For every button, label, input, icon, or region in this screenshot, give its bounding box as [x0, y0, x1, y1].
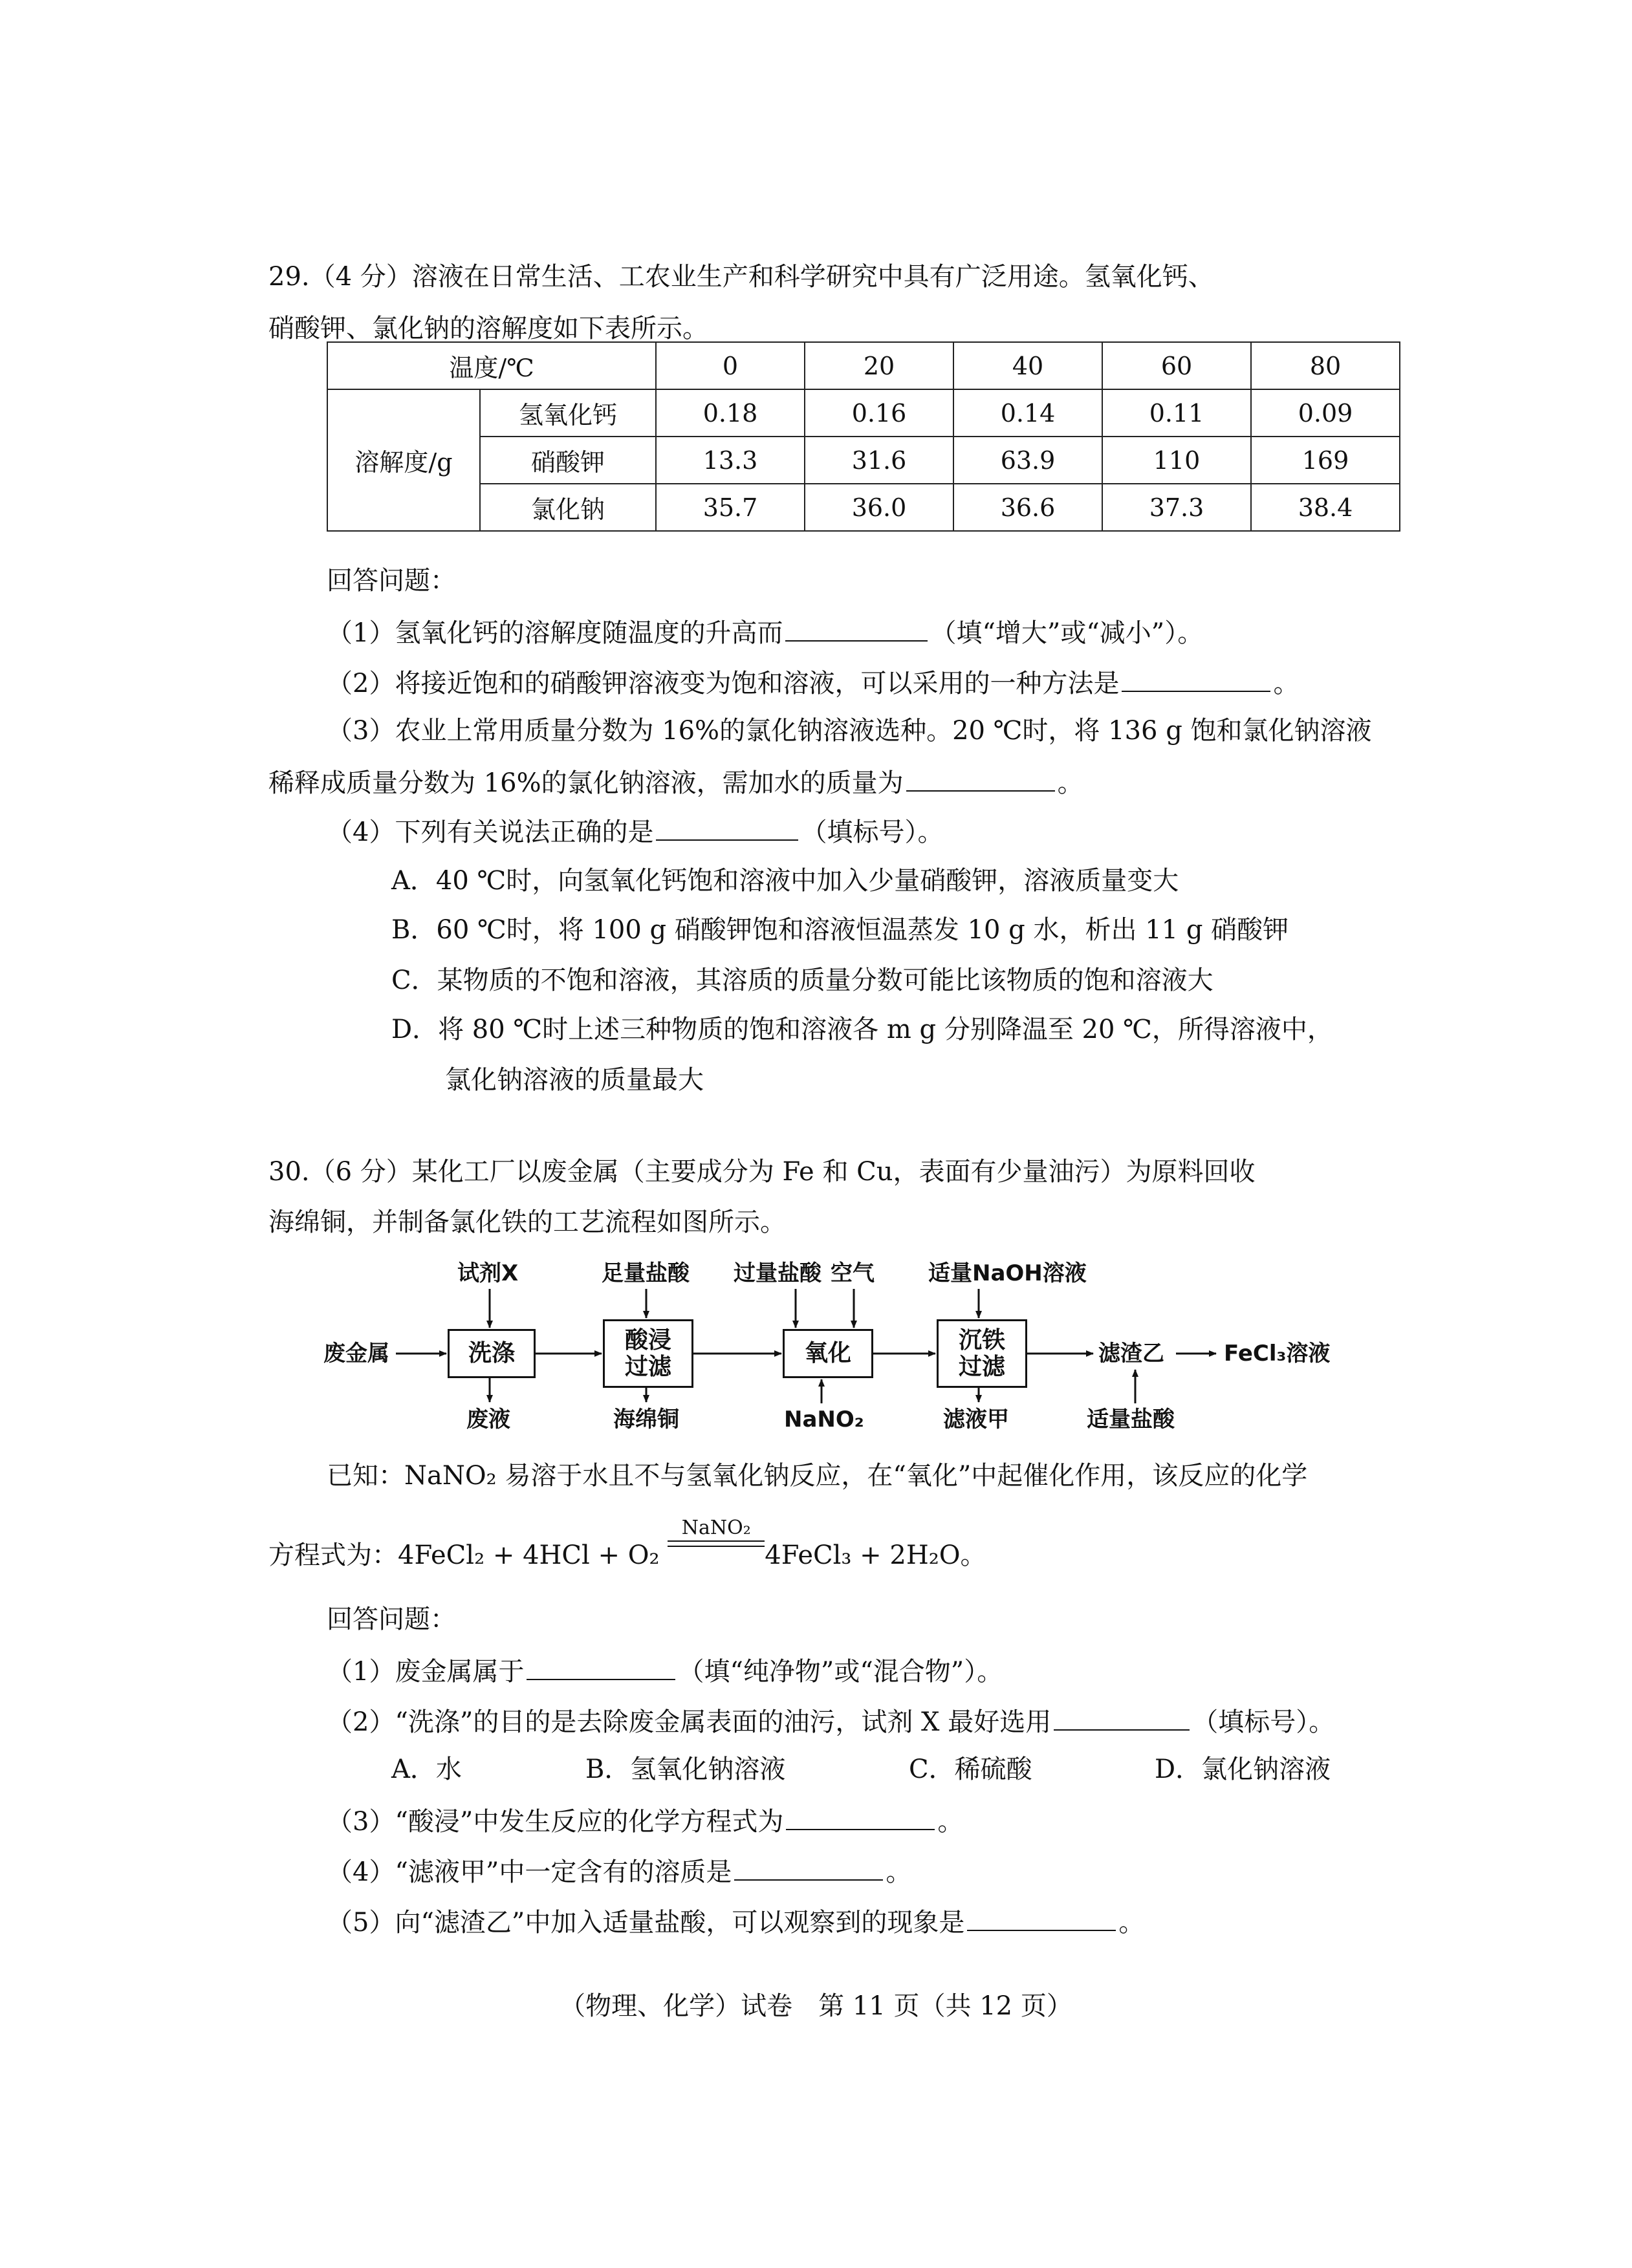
q30-option-a: A．水: [391, 1755, 462, 1784]
answer-blank[interactable]: [527, 1657, 675, 1680]
table-row-name: 氢氧化钙: [480, 389, 656, 437]
table-temp-cell: 20: [805, 342, 953, 389]
q30-option-c: C．稀硫酸: [909, 1755, 1032, 1784]
q30-q4: [327, 1857, 911, 1885]
q30-q3-text-b: 。: [937, 1807, 964, 1837]
flow-step-label: 过滤: [624, 1354, 671, 1380]
q30-q4-text-b: 。: [886, 1857, 912, 1887]
flow-input-reagent-x: 试剂X: [457, 1260, 519, 1286]
q30-q1-text-a: （1）废金属属于: [327, 1657, 525, 1687]
q29-option-c: C．某物质的不饱和溶液，其溶质的质量分数可能比该物质的饱和溶液大: [391, 966, 1213, 995]
page-footer: （物理、化学）试卷 第 11 页（共 12 页）: [560, 1991, 1072, 2021]
table-cell: 36.6: [953, 484, 1102, 531]
flow-step-wash: [448, 1329, 536, 1378]
table-cell: 0.14: [953, 389, 1102, 437]
q29-intro-line2: 硝酸钾、氯化钠的溶解度如下表所示。: [268, 314, 708, 343]
q29-q2-text-a: （2）将接近饱和的硝酸钾溶液变为饱和溶液，可以采用的一种方法是: [327, 669, 1120, 698]
table-temp-cell: 60: [1102, 342, 1251, 389]
flow-input-hcl: 足量盐酸: [602, 1260, 690, 1286]
table-temp-cell: 0: [656, 342, 805, 389]
table-temp-cell: 40: [953, 342, 1102, 389]
flow-input-hcl-2: 适量盐酸: [1087, 1407, 1175, 1432]
table-row-group-label: 溶解度/g: [327, 389, 480, 531]
flow-output-waste: 废液: [466, 1407, 510, 1432]
q30-option-d: D．氯化钠溶液: [1155, 1755, 1331, 1784]
q30-q1: [327, 1657, 1003, 1685]
table-header-label: 温度/℃: [327, 342, 656, 389]
table-cell: 36.0: [805, 484, 953, 531]
flow-step-oxidation: [783, 1329, 873, 1378]
flow-product-residue: 滤渣乙: [1098, 1341, 1164, 1366]
q29-q1-text-b: （填“增大”或“减小”）。: [930, 618, 1204, 648]
flow-step-label: 沉铁: [958, 1326, 1005, 1354]
table-cell: 63.9: [953, 437, 1102, 484]
q30-q2-text-b: （填标号）。: [1192, 1707, 1335, 1737]
flow-step-label: 酸浸: [624, 1326, 671, 1354]
table-cell: 110: [1102, 437, 1251, 484]
q30-answer-prompt: 回答问题：: [327, 1604, 456, 1634]
table-cell: 13.3: [656, 437, 805, 484]
table-cell: 37.3: [1102, 484, 1251, 531]
answer-blank[interactable]: [786, 1807, 935, 1830]
q29-option-d-line1: D．将 80 ℃时上述三种物质的饱和溶液各 m g 分别降温至 20 ℃，所得溶液中，: [391, 1015, 1333, 1044]
equation-catalyst: NaNO₂: [681, 1517, 751, 1539]
q29-intro-line1: 29.（4 分）溶液在日常生活、工农业生产和科学研究中具有广泛用途。氢氧化钙、: [268, 262, 1214, 292]
flow-output-filtrate: 滤液甲: [943, 1407, 1009, 1432]
flow-product-fecl3: FeCl₃溶液: [1224, 1341, 1331, 1366]
q30-q5-text-a: （5）向“滤渣乙”中加入适量盐酸，可以观察到的现象是: [327, 1908, 965, 1938]
q30-intro-line1: 30.（6 分）某化工厂以废金属（主要成分为 Fe 和 Cu，表面有少量油污）为原料回收: [268, 1157, 1256, 1187]
table-cell: 0.18: [656, 389, 805, 437]
q29-q3-text-a: 稀释成质量分数为 16%的氯化钠溶液，需加水的质量为: [268, 768, 904, 798]
q29-q2-text-b: 。: [1273, 669, 1300, 698]
q29-option-b: B．60 ℃时，将 100 g 硝酸钾饱和溶液恒温蒸发 10 g 水，析出 11 g 硝酸钾: [391, 915, 1289, 945]
answer-blank[interactable]: [1054, 1707, 1190, 1731]
q29-answer-prompt: 回答问题：: [327, 566, 456, 596]
equation-left: 方程式为：4FeCl₂ + 4HCl + O₂: [268, 1540, 668, 1570]
flow-step-oxidation-label: 氧化: [804, 1340, 851, 1367]
q30-known-line1: 已知：NaNO₂ 易溶于水且不与氢氧化钠反应，在“氧化”中起催化作用，该反应的化学: [327, 1461, 1308, 1491]
flow-step-acid-leach: [603, 1319, 693, 1388]
flow-step-precipitate: [937, 1319, 1027, 1388]
q30-q2: [327, 1707, 1334, 1735]
q29-option-d-line2: 氯化钠溶液的质量最大: [445, 1065, 704, 1095]
flow-step-wash-label: 洗涤: [468, 1340, 515, 1367]
q30-q3-text-a: （3）“酸浸”中发生反应的化学方程式为: [327, 1807, 784, 1837]
answer-blank[interactable]: [734, 1857, 883, 1881]
flow-input-excess-hcl: 过量盐酸: [734, 1260, 821, 1286]
flow-start-label: 废金属: [323, 1341, 389, 1366]
table-temp-cell: 80: [1251, 342, 1400, 389]
q30-q5: [327, 1908, 1144, 1936]
equation-arrow: [668, 1517, 765, 1564]
table-cell: 31.6: [805, 437, 953, 484]
q30-equation: [268, 1517, 986, 1570]
q30-option-b: B．氢氧化钠溶液: [585, 1755, 786, 1784]
q30-q5-text-b: 。: [1118, 1908, 1145, 1938]
q30-q1-text-b: （填“纯净物”或“混合物”）。: [678, 1657, 1003, 1687]
q30-q2-text-a: （2）“洗涤”的目的是去除废金属表面的油污，试剂 X 最好选用: [327, 1707, 1052, 1737]
q29-option-a: A．40 ℃时，向氢氧化钙饱和溶液中加入少量硝酸钾，溶液质量变大: [391, 866, 1179, 896]
table-row-name: 硝酸钾: [480, 437, 656, 484]
table-cell: 35.7: [656, 484, 805, 531]
flow-input-naoh: 适量NaOH溶液: [928, 1260, 1087, 1286]
table-row-name: 氯化钠: [480, 484, 656, 531]
q30-q4-text-a: （4）“滤液甲”中一定含有的溶质是: [327, 1857, 732, 1887]
q29-q1-text-a: （1）氢氧化钙的溶解度随温度的升高而: [327, 618, 783, 648]
q29-q4-text-a: （4）下列有关说法正确的是: [327, 817, 654, 847]
flow-step-label: 过滤: [958, 1354, 1005, 1380]
q29-q3-line1: （3）农业上常用质量分数为 16%的氯化钠溶液选种。20 ℃时，将 136 g 饱和氯化钠溶液: [327, 716, 1372, 746]
table-cell: 38.4: [1251, 484, 1400, 531]
q30-q3: [327, 1807, 963, 1835]
flow-input-nano2: NaNO₂: [784, 1407, 864, 1432]
table-cell: 0.16: [805, 389, 953, 437]
answer-blank[interactable]: [967, 1908, 1116, 1931]
table-cell: 169: [1251, 437, 1400, 484]
q29-q3-text-b: 。: [1057, 768, 1083, 798]
flow-output-sponge-cu: 海绵铜: [613, 1407, 679, 1432]
q29-q4-text-b: （填标号）。: [801, 817, 944, 847]
q30-intro-line2: 海绵铜，并制备氯化铁的工艺流程如图所示。: [268, 1207, 786, 1237]
table-cell: 0.09: [1251, 389, 1400, 437]
equation-right: 4FeCl₃ + 2H₂O。: [765, 1540, 986, 1570]
table-cell: 0.11: [1102, 389, 1251, 437]
flow-input-air: 空气: [831, 1260, 875, 1286]
